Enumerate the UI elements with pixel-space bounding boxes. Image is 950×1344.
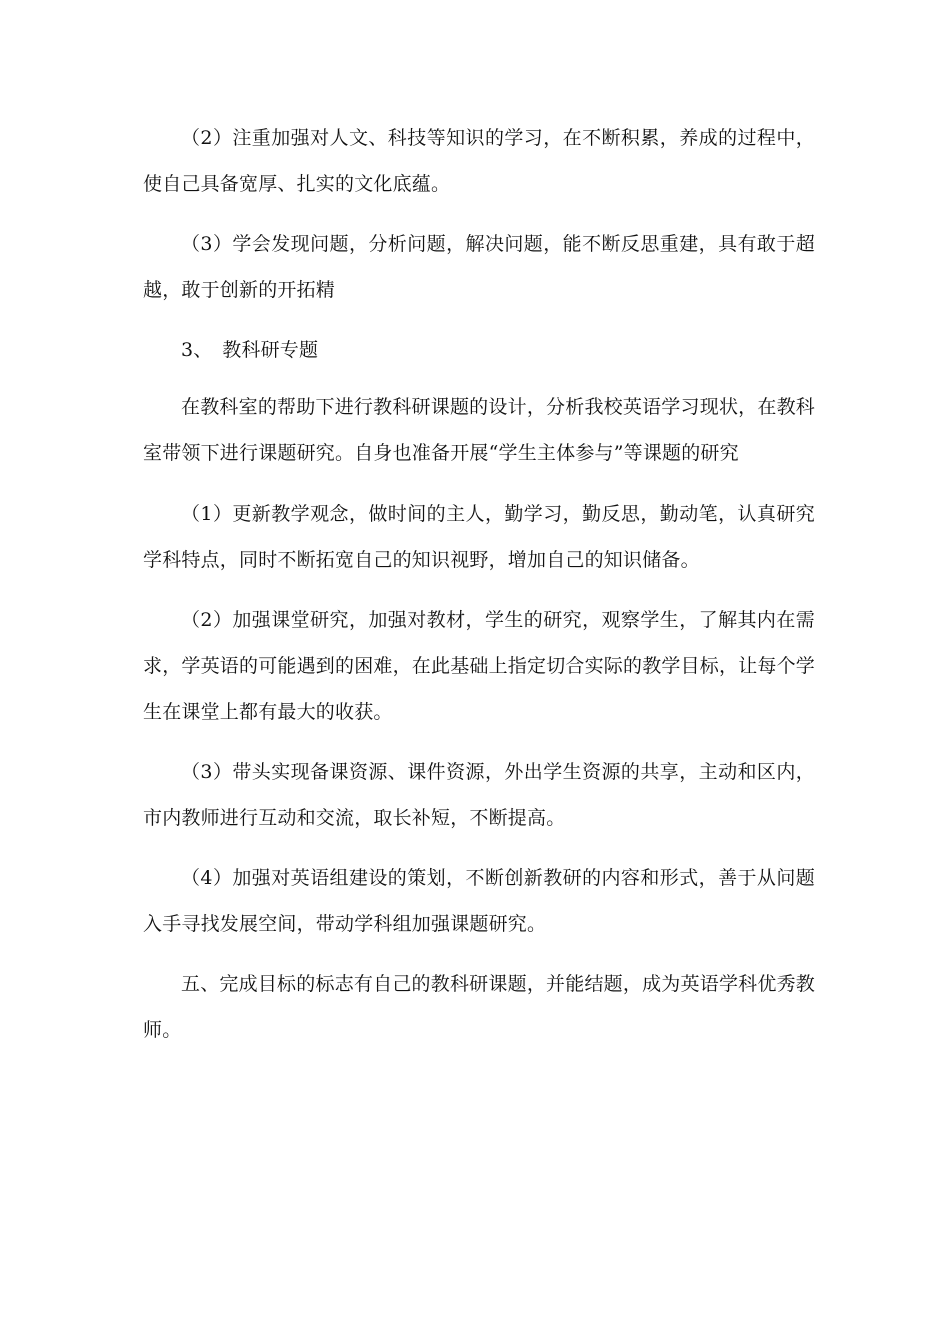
section-heading-research-topic: 3、 教科研专题 bbox=[181, 339, 319, 361]
paragraph-update-teaching-concepts: （1）更新教学观念，做时间的主人，勤学习，勤反思，勤动笔，认真研究学科特点，同时不断拓宽自己的知识视野，增加自己的知识储备。 bbox=[143, 503, 815, 571]
paragraph-problem-solving: （3）学会发现问题，分析问题，解决问题，能不断反思重建，具有敢于超越，敢于创新的开拓精 bbox=[143, 233, 815, 301]
paragraph-classroom-research: （2）加强课堂研究，加强对教材，学生的研究，观察学生，了解其内在需求，学英语的可能遇到的困难，在此基础上指定切合实际的教学目标，让每个学生在课堂上都有最大的收获。 bbox=[143, 609, 816, 723]
paragraph-resource-sharing: （3）带头实现备课资源、课件资源，外出学生资源的共享，主动和区内，市内教师进行互动和交流，取长补短，不断提高。 bbox=[143, 761, 815, 829]
paragraph-goal-completion: 五、完成目标的标志有自己的教科研课题，并能结题，成为英语学科优秀教师。 bbox=[143, 973, 815, 1041]
paragraph-humanities-knowledge: （2）注重加强对人文、科技等知识的学习，在不断积累，养成的过程中，使自己具备宽厚、扎实的文化底蕴。 bbox=[143, 127, 815, 195]
paragraph-research-design: 在教科室的帮助下进行教科研课题的设计，分析我校英语学习现状，在教科室带领下进行课题研究。自身也准备开展“学生主体参与”等课题的研究 bbox=[143, 396, 815, 464]
paragraph-group-planning: （4）加强对英语组建设的策划，不断创新教研的内容和形式，善于从问题入手寻找发展空间，带动学科组加强课题研究。 bbox=[143, 867, 815, 935]
